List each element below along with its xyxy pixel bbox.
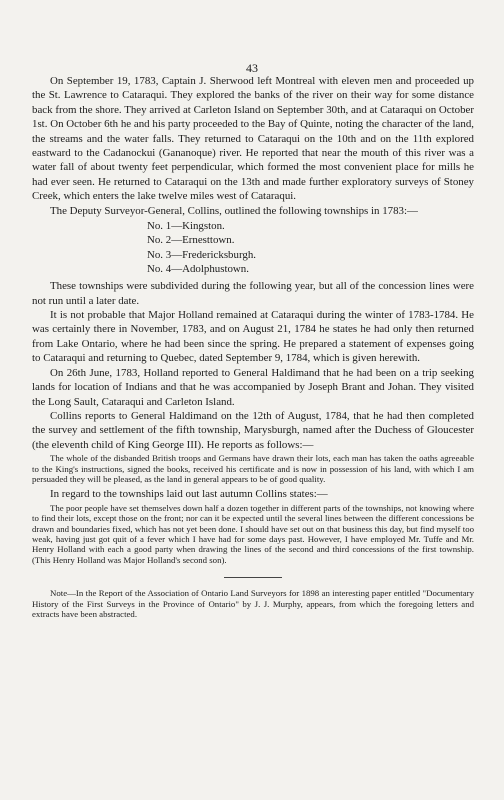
paragraph-subdivided: These townships were subdivided during the following year, but all of the concession lines were not run until a later date. xyxy=(32,280,474,307)
footnote-divider xyxy=(224,577,282,578)
quote-poor-people: The poor people have set themselves down half a dozen together in different parts of the townships, not knowing where to find their lots, except those on the front; nor can it be expected until the several lines between the different concessions be drawn and boundaries fixed, which has not yet been done. I should have set out on that business this day, but find myself too weak, having just got quit of a fever which I have had for some days past. However, I have employed Mr. Tuffe and Mr. Henry Holland with each a good party when drawing the lines of the second and third concessions of the first township. (This Henry Holland was Major Holland's second son). xyxy=(32,502,474,565)
paragraph-collins-report: Collins reports to General Haldimand on the 12th of August, 1784, that he had then completed the survey and settlement of the fifth township, Marysburgh, named after the Duchess of Gloucester (the eleventh child of King George III). He reports as follows:— xyxy=(32,409,474,451)
quote-disbanded-troops: The whole of the disbanded British troops and Germans have drawn their lots, each man has taken the oaths agreeable to the King's instructions, signed the books, received his certificate and is now in possession of his land, with which I am persuaded they will be pleased, as the land in general appears to be of good quality. xyxy=(32,453,474,484)
township-item: No. 4—Adolphustown. xyxy=(147,262,249,275)
paragraph-townships-laid-out: In regard to the townships laid out last autumn Collins states:— xyxy=(50,488,328,501)
page-body xyxy=(32,74,474,619)
paragraph-collins-townships: The Deputy Surveyor-General, Collins, outlined the following townships in 1783:— xyxy=(50,204,418,217)
township-item: No. 1—Kingston. xyxy=(147,220,225,233)
township-list xyxy=(147,219,474,276)
paragraph-sherwood: On September 19, 1783, Captain J. Sherwood left Montreal with eleven men and proceeded up the St. Lawrence to Cataraqui. They explored the banks of the river on their way for some distance back from the shore. They arrived at Carleton Island on September 30th, and at Cataraqui on October 1st. On October 6th he and his party proceeded to the Bay of Quinte, noting the character of the land, the streams and the water falls. They returned to Cataraqui on the 10th and on the 11th explored eastward to the Cadanockui (Gananoque) river. He reported that near the mouth of this river was a water fall of about twenty feet perpendicular, which formed the most convenient place for mills he had ever seen. He returned to Cataraqui on the 13th and made further exploratory surveys of Stoney Creek, which enters the lake twelve miles west of Cataraqui. xyxy=(32,75,474,203)
paragraph-holland-report: On 26th June, 1783, Holland reported to General Haldimand that he had been on a trip seeking lands for location of Indians and that he was accompanied by Joseph Brant and Johan. They visited the Long Sault, Cataraqui and Carleton Island. xyxy=(32,366,474,408)
page-number: 43 xyxy=(246,61,258,75)
footnote: Note—In the Report of the Association of Ontario Land Surveyors for 1898 an interesting paper entitled "Documentary History of the First Surveys in the Province of Ontario" by J. J. Murphy, appears, from which the foregoing letters and extracts have been abstracted. xyxy=(32,588,474,619)
paragraph-holland-winter: It is not probable that Major Holland remained at Cataraqui during the winter of 1783-1784. He was certainly there in November, 1783, and on August 21, 1784 he states he had only then returned from Lake Ontario, where he had been since the spring. He prepared a statement of expenses going to Cataraqui and returning to Quebec, dated September 9, 1784, which is given herewith. xyxy=(32,309,474,365)
township-item: No. 2—Ernesttown. xyxy=(147,234,235,247)
township-item: No. 3—Fredericksburgh. xyxy=(147,248,256,261)
